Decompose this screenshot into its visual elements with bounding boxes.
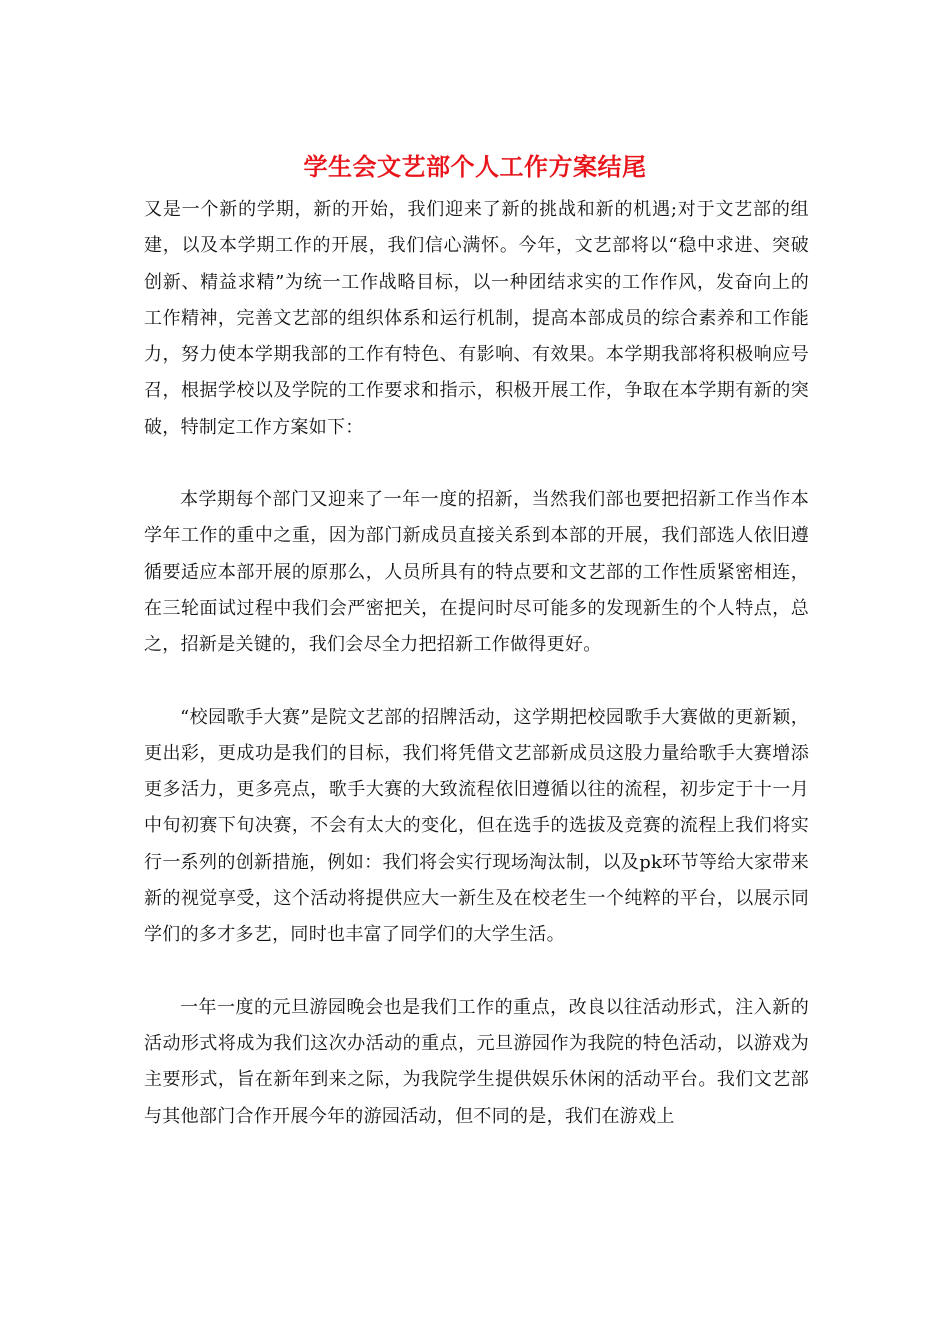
paragraph-gap — [144, 446, 809, 482]
document-body — [144, 192, 809, 1135]
paragraph-gap — [144, 664, 809, 700]
paragraph-recruitment: 本学期每个部门又迎来了一年一度的招新，当然我们部也要把招新工作当作本学年工作的重中之重，因为部门新成员直接关系到本部的开展，我们部选人依旧遵循要适应本部开展的原那么，人员所具有的特点要和文艺部的工作性质紧密相连，在三轮面试过程中我们会严密把关，在提问时尽可能多的发现新生的个人特点，总之，招新是关键的，我们会尽全力把招新工作做得更好。 — [144, 489, 809, 656]
document-title: 学生会文艺部个人工作方案结尾 — [303, 153, 647, 181]
paragraph-intro: 又是一个新的学期，新的开始，我们迎来了新的挑战和新的机遇;对于文艺部的组建，以及本学期工作的开展，我们信心满怀。今年，文艺部将以“稳中求进、突破创新、精益求精”为统一工作战略目标，以一种团结求实的工作作风，发奋向上的工作精神，完善文艺部的组织体系和运行机制，提高本部成员的综合素养和工作能力，努力使本学期我部的工作有特色、有影响、有效果。本学期我部将积极响应号召，根据学校以及学院的工作要求和指示，积极开展工作，争取在本学期有新的突破，特制定工作方案如下： — [144, 199, 809, 438]
paragraph-singer-contest: “校园歌手大赛”是院文艺部的招牌活动，这学期把校园歌手大赛做的更新颖，更出彩，更成功是我们的目标，我们将凭借文艺部新成员这股力量给歌手大赛增添更多活力，更多亮点，歌手大赛的大致流程依旧遵循以往的流程，初步定于十一月中旬初赛下旬决赛，不会有太大的变化，但在选手的选拔及竞赛的流程上我们将实行一系列的创新措施，例如：我们将会实行现场淘汰制，以及pk环节等给大家带来新的视觉享受，这个活动将提供应大一新生及在校老生一个纯粹的平台，以展示同学们的多才多艺，同时也丰富了同学们的大学生活。 — [144, 706, 809, 946]
paragraph-gap — [144, 954, 809, 990]
paragraph-new-year-gala: 一年一度的元旦游园晚会也是我们工作的重点，改良以往活动形式，注入新的活动形式将成为我们这次办活动的重点，元旦游园作为我院的特色活动，以游戏为主要形式，旨在新年到来之际，为我院学生提供娱乐休闲的活动平台。我们文艺部与其他部门合作开展今年的游园活动，但不同的是，我们在游戏上 — [144, 996, 809, 1127]
